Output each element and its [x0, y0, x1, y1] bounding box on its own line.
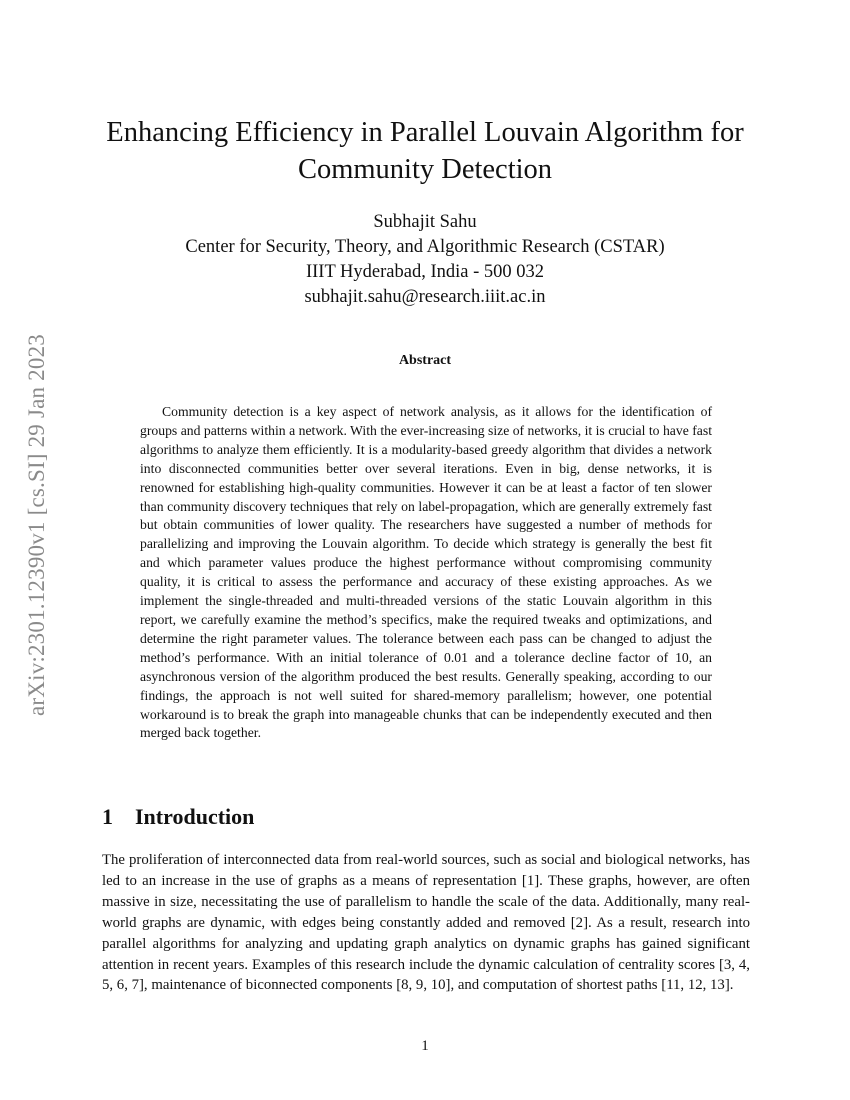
author-location: IIIT Hyderabad, India - 500 032 [305, 262, 545, 282]
section-heading [102, 804, 254, 830]
author-affiliation: Center for Security, Theory, and Algorithmic Research (CSTAR) [185, 237, 665, 257]
author-email: subhajit.sahu@research.iiit.ac.in [304, 287, 546, 307]
section-title: Introduction [135, 804, 255, 829]
abstract-body [140, 403, 712, 743]
author-name: Subhajit Sahu [373, 212, 477, 232]
arxiv-identifier-stamp [22, 287, 52, 762]
arxiv-identifier-text: arXiv:2301.12390v1 [cs.SI] 29 Jan 2023 [24, 333, 50, 716]
author-block [60, 210, 790, 310]
paper-title: Enhancing Efficiency in Parallel Louvain Algorithm for Community Detection [106, 117, 744, 185]
page-number: 1 [421, 1038, 429, 1054]
abstract-heading: Abstract [398, 353, 452, 368]
introduction-paragraph: The proliferation of interconnected data from real-world sources, such as social and biological networks, has led to an increase in the use of graphs as a means of representation [1]. These graphs, however, are often massive in size, necessitating the use of parallelism to handle the scale of the data. Additionally, many real-world graphs are dynamic, with edges being constantly added and removed [2]. As a result, research into parallel algorithms for analyzing and updating graph analytics on dynamic graphs has gained significant attention in recent years. Examples of this research include the dynamic calculation of centrality scores [3, 4, 5, 6, 7], maintenance of biconnected components [8, 9, 10], and computation of shortest paths [11, 12, 13]. [102, 852, 750, 994]
abstract-text: Community detection is a key aspect of network analysis, as it allows for the identification of groups and patterns within a network. With the ever-increasing size of networks, it is crucial to have fast algorithms to analyze them efficiently. It is a modularity-based greedy algorithm that divides a network into disconnected communities better over several iterations. Even in big, dense networks, it is renowned for establishing high-quality communities. However it can be at least a factor of ten slower than community discovery techniques that rely on label-propagation, which are generally extremely fast but obtain communities of lower quality. The researchers have suggested a number of methods for parallelizing and improving the Louvain algorithm. To decide which strategy is generally the best fit and which parameter values produce the highest performance without compromising community quality, it is critical to assess the performance and accuracy of these existing approaches. As we implement the single-threaded and multi-threaded versions of the static Louvain algorithm in this report, we carefully examine the method’s specifics, make the required tweaks and optimizations, and determine the right parameter values. The tolerance between each pass can be changed to adjust the method’s performance. With an initial tolerance of 0.01 and a tolerance decline factor of 10, an asynchronous version of the algorithm produced the best results. Generally speaking, according to our findings, the approach is not well suited for shared-memory parallelism; however, one potential workaround is to break the graph into manageable chunks that can be independently executed and then merged back together. [140, 404, 712, 741]
section-number: 1 [102, 804, 113, 829]
